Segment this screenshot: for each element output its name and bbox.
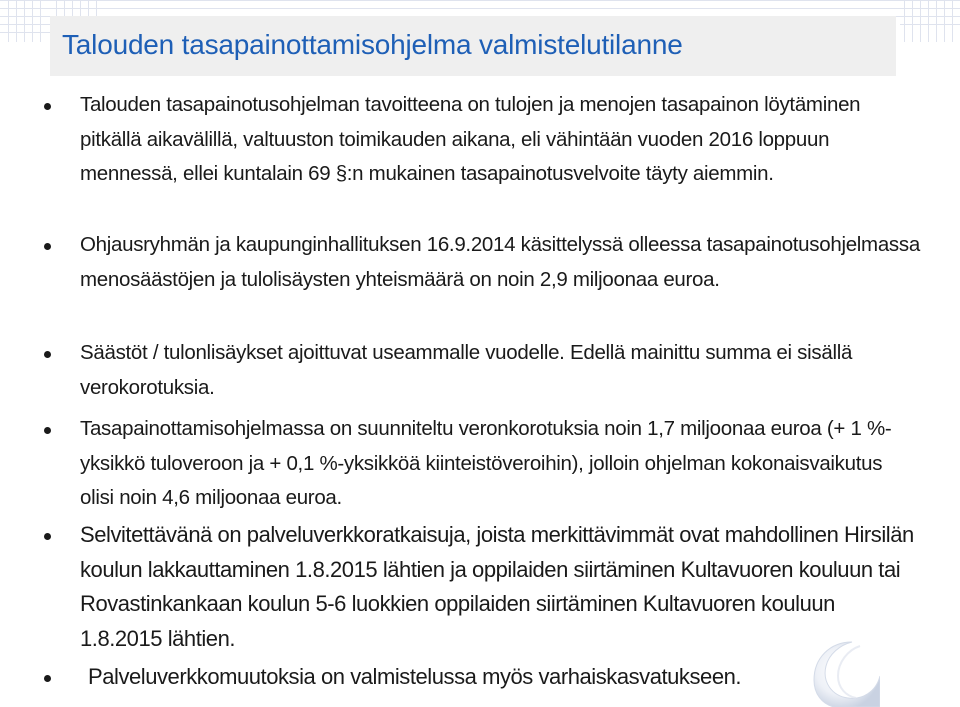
bullet-dot-icon [44,103,51,110]
bullet-dot-icon [44,533,51,540]
bullet-text: Palveluverkkomuutoksia on valmistelussa myös varhaiskasvatukseen. [88,664,742,689]
bullet-text: Säästöt / tulonlisäykset ajoittuvat useammalle vuodelle. Edellä mainittu summa ei sisällä verokorotuksia. [80,341,853,399]
bullet-dot-icon [44,243,51,250]
bullet-text: Selvitettävänä on palveluverkkoratkaisuja, joista merkittävimmät ovat mahdollinen Hirsilän koulun lakkauttaminen 1.8.2015 lähtien ja oppilaiden siirtäminen Kultavuoren kouluun tai Rovastinkankaan koulun 5-6 luokkien oppilaiden siirtäminen Kultavuoren kouluun 1.8.2015 lähtien. [80,522,914,651]
bullet-text: Tasapainottamisohjelmassa on suunniteltu veronkorotuksia noin 1,7 miljoonaa euroa (+ 1 %-yksikkö tuloveroon ja + 0,1 %-yksikköä kiinteistöveroihin), jolloin ohjelman kokonaisvaikutus olisi noin 4,6 miljoonaa euroa. [80,417,892,509]
bullet-dot-icon [44,427,51,434]
bullet-text: Ohjausryhmän ja kaupunginhallituksen 16.9.2014 käsittelyssä olleessa tasapainotusohjelmassa menosäästöjen ja tulolisäysten yhteismäärä on noin 2,9 miljoonaa euroa. [80,233,920,291]
bullet-text: Talouden tasapainotusohjelman tavoitteena on tulojen ja menojen tasapainon löytäminen pitkällä aikavälillä, valtuuston toimikauden aikana, eli vähintään vuoden 2016 loppuun mennessä, ellei kuntalain 69 §:n mukainen tasapainotusvelvoite täyty aiemmin. [80,93,861,185]
bullet-dot-icon [44,351,51,358]
slide-title: Talouden tasapainottamisohjelma valmistelutilanne [62,29,683,60]
bullet-dot-icon [44,675,51,682]
crescent-moon-icon [800,636,880,707]
